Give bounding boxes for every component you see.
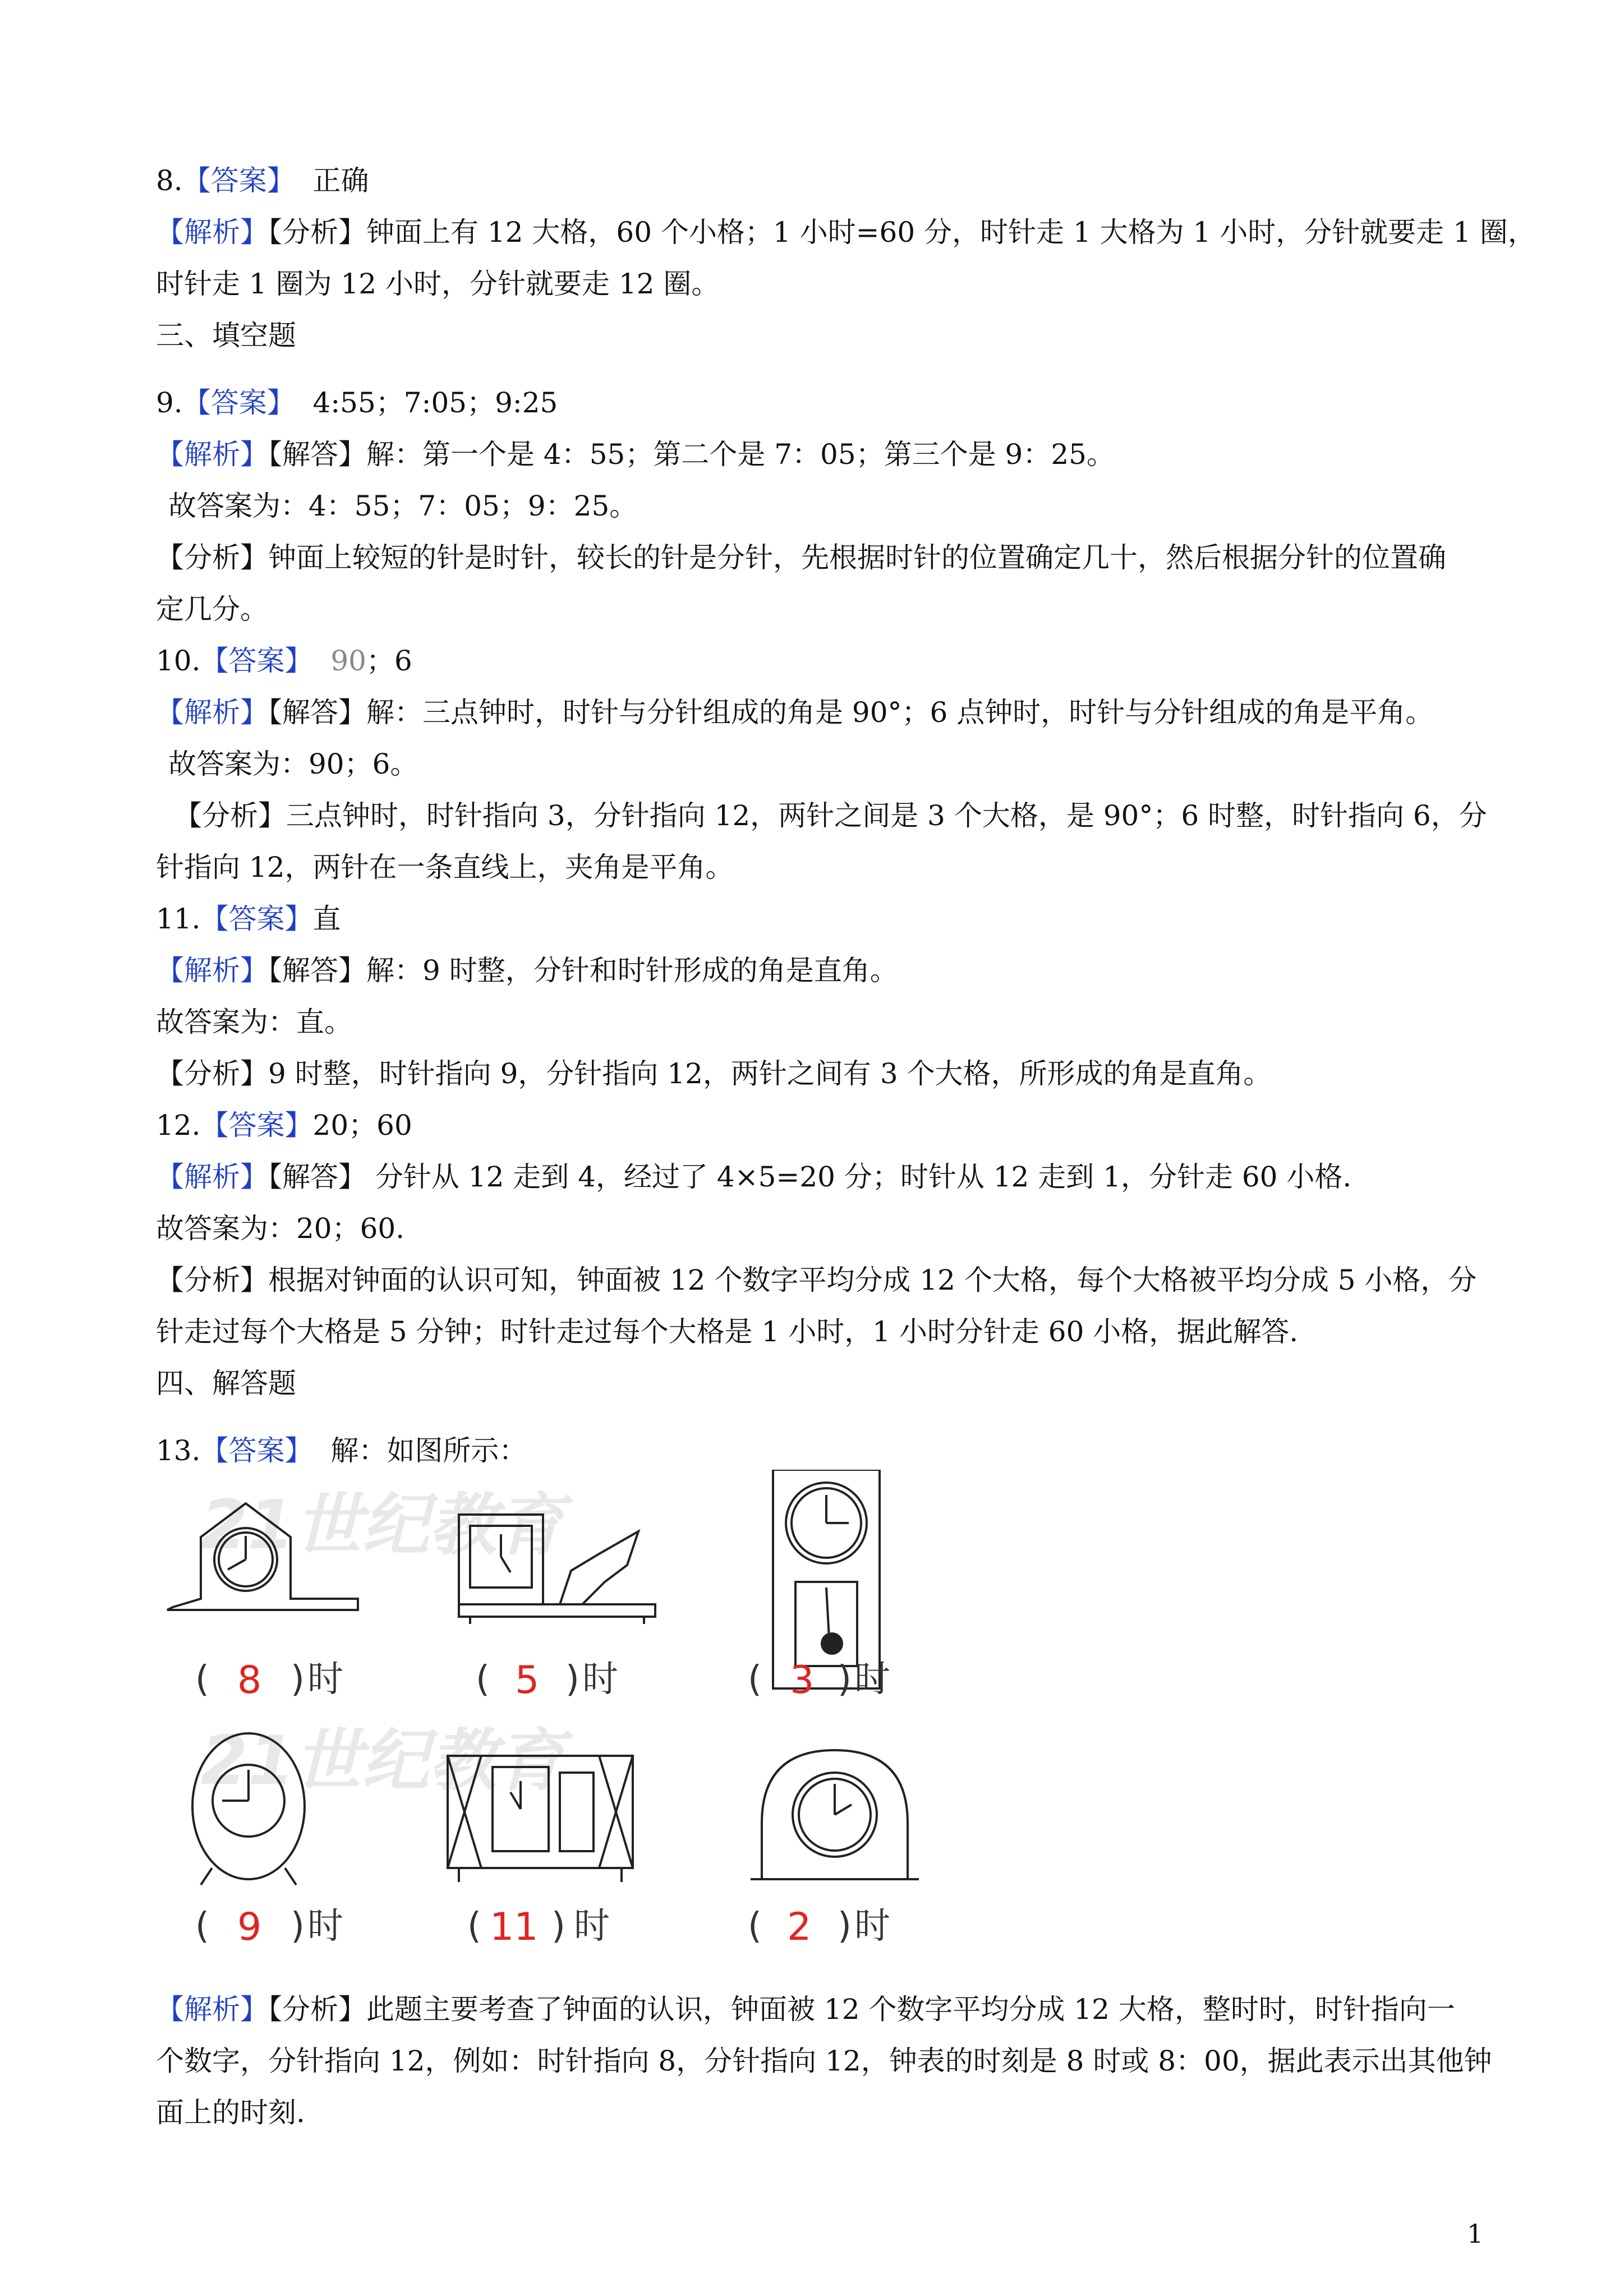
q11-fenxi-text: 9 时整，时针指向 9，分针指向 12，两针之间有 3 个大格，所形成的角是直角。 [268, 1057, 1272, 1090]
q8-analysis-line1 [156, 215, 1536, 249]
q11-jiexi-tag: 【解析】 [156, 954, 268, 987]
paren-open: ( [748, 1659, 762, 1700]
clock-5-label [467, 1905, 610, 1949]
paren-open: ( [476, 1659, 490, 1700]
q12-analysis-line1 [156, 1263, 1476, 1297]
clock-2-answer: 5 [515, 1658, 540, 1703]
section-answer-heading: 四、解答题 [156, 1367, 296, 1400]
unit-label: 时 [582, 1659, 618, 1700]
q9-solution-line [156, 438, 1115, 471]
q9-jieda-tag: 【解答】 [268, 438, 366, 471]
unit-label: 时 [854, 1659, 890, 1700]
q8-answer-line [156, 164, 369, 197]
q10-final-answer: 故答案为：90；6。 [168, 748, 418, 780]
q11-fenxi-tag: 【分析】 [156, 1057, 268, 1090]
q11-final-answer: 故答案为：直。 [156, 1006, 352, 1038]
clock-1-label [195, 1658, 343, 1703]
q10-fenxi-tag: 【分析】 [174, 799, 286, 832]
q13-jiexi-tag: 【解析】 [156, 1993, 268, 2026]
q12-analysis-line2: 针走过每个大格是 5 分钟；时针走过每个大格是 1 小时，1 小时分针走 60 小格，据此解答. [156, 1315, 1299, 1348]
q10-answer-line [156, 644, 412, 678]
q8-analysis-line2 [156, 267, 719, 301]
clock-6-answer: 2 [787, 1905, 812, 1949]
q12-fenxi-text: 根据对钟面的认识可知，钟面被 12 个数字平均分成 12 个大格，每个大格被平均分成 5 小格，分 [268, 1264, 1477, 1296]
paren-close: ) [551, 1906, 565, 1947]
paren-open: ( [467, 1906, 481, 1947]
q8-fenxi-text2: 时针走 1 圈为 12 小时，分针就要走 12 圈。 [156, 268, 720, 300]
q13-analysis-line3: 面上的时刻. [156, 2096, 305, 2129]
q11-answer-tag: 【答案】 [200, 903, 313, 935]
paren-open: ( [748, 1906, 762, 1947]
q9-analysis-line1 [156, 541, 1446, 574]
q12-fenxi-tag: 【分析】 [156, 1264, 268, 1296]
q11-answer: 直 [312, 903, 341, 935]
clocks-figure [156, 1470, 953, 1975]
q13-answer-tag: 【答案】 [200, 1434, 313, 1467]
q8-answer-tag: 【答案】 [182, 164, 295, 197]
q13-fenxi-tag: 【分析】 [268, 1993, 366, 2026]
q12-solution-line [156, 1160, 1351, 1194]
q10-answer-a: 90 [330, 645, 366, 677]
q11-analysis-line1 [156, 1057, 1272, 1091]
q9-answer-tag: 【答案】 [182, 386, 295, 419]
paren-close: ) [838, 1906, 852, 1947]
q12-jieda-tag: 【解答】 [268, 1161, 366, 1193]
q12-answer-tag: 【答案】 [200, 1109, 313, 1142]
q11-solution-line [156, 954, 898, 987]
unit-label: 时 [307, 1906, 343, 1947]
q8-fenxi-tag: 【分析】 [268, 216, 366, 249]
q8-answer: 正确 [312, 164, 369, 197]
q9-number: 9. [156, 386, 183, 419]
unit-label: 时 [574, 1906, 610, 1947]
q12-answer: 20；60 [312, 1109, 412, 1142]
paren-close: ) [291, 1659, 305, 1700]
q12-answer-line [156, 1108, 412, 1142]
q12-jiexi-tag: 【解析】 [156, 1161, 268, 1193]
q13-analysis-line2: 个数字，分针指向 12，例如：时针指向 8，分针指向 12，钟表的时刻是 8 时或 8：00，据此表示出其他钟 [156, 2045, 1492, 2077]
watermark-text: 21世纪教育 [201, 1487, 564, 1565]
q9-fenxi-tag: 【分析】 [156, 541, 268, 574]
clock-6-illustration [751, 1750, 919, 1879]
clock-3-answer: 3 [790, 1658, 815, 1703]
q9-fenxi-text: 钟面上较短的针是时针，较长的针是分针，先根据时针的位置确定几十，然后根据分针的位置确 [268, 541, 1446, 574]
paren-close: ) [291, 1906, 305, 1947]
q13-answer: 解：如图所示： [330, 1434, 527, 1467]
q12-number: 12. [156, 1109, 201, 1142]
clock-1-answer: 8 [237, 1658, 262, 1703]
paren-close: ) [565, 1659, 579, 1700]
section-fill-blank-heading: 三、填空题 [156, 319, 296, 352]
q12-final-answer: 故答案为：20；60. [156, 1212, 405, 1245]
q9-answer: 4:55；7:05；9:25 [312, 386, 558, 419]
q9-jiexi-tag: 【解析】 [156, 438, 268, 471]
page-number: 1 [1467, 2219, 1484, 2249]
q10-number: 10. [156, 645, 201, 677]
q10-analysis-line1 [174, 799, 1487, 832]
q13-analysis-line1 [156, 1993, 1455, 2026]
q11-jieda-tag: 【解答】 [268, 954, 366, 987]
paren-close: ) [838, 1659, 852, 1700]
q10-jieda-tag: 【解答】 [268, 696, 366, 729]
q10-jiexi-tag: 【解析】 [156, 696, 268, 729]
q11-number: 11. [156, 903, 201, 935]
q8-jiexi-tag: 【解析】 [156, 216, 268, 249]
paren-open: ( [195, 1659, 209, 1700]
q8-fenxi-text: 钟面上有 12 大格，60 个小格；1 小时=60 分，时针走 1 大格为 1 小时，分针就要走 1 圈， [366, 216, 1536, 249]
unit-label: 时 [307, 1659, 343, 1700]
q13-answer-line [156, 1434, 527, 1467]
q10-jieda-text: 解：三点钟时，时针与分针组成的角是 90°；6 点钟时，时针与分针组成的角是平角。 [366, 696, 1434, 729]
q9-answer-line [156, 386, 558, 420]
unit-label: 时 [854, 1906, 890, 1947]
q11-jieda-text: 解：9 时整，分针和时针形成的角是直角。 [366, 954, 898, 987]
q8-number: 8. [156, 164, 183, 197]
clock-3-illustration [773, 1470, 880, 1688]
clock-5-answer: 11 [490, 1905, 539, 1949]
q10-analysis-line2: 针指向 12，两针在一条直线上，夹角是平角。 [156, 851, 734, 884]
q10-answer-tag: 【答案】 [200, 645, 313, 677]
clock-4-answer: 9 [237, 1905, 262, 1949]
clock-3-label [748, 1658, 890, 1703]
watermark-text-2: 21世纪教育 [201, 1722, 564, 1800]
q9-analysis-line2: 定几分。 [156, 593, 268, 625]
q9-jieda-text: 解：第一个是 4：55；第二个是 7：05；第三个是 9：25。 [366, 438, 1115, 471]
clock-2-label [476, 1658, 618, 1703]
q9-final-answer: 故答案为：4：55；7：05；9：25。 [168, 490, 638, 522]
q12-jieda-text: 分针从 12 走到 4，经过了 4×5=20 分；时针从 12 走到 1，分针走 60 小格. [366, 1161, 1352, 1193]
q13-number: 13. [156, 1434, 201, 1467]
paren-open: ( [195, 1906, 209, 1947]
q10-solution-line [156, 696, 1433, 729]
q11-answer-line [156, 902, 341, 936]
clock-4-label [195, 1905, 343, 1949]
q10-answer-b: ；6 [366, 645, 412, 677]
clock-6-label [748, 1905, 890, 1949]
q10-fenxi-text: 三点钟时，时针指向 3，分针指向 12，两针之间是 3 个大格，是 90°；6 时整，时针指向 6，分 [286, 799, 1487, 832]
q13-fenxi-text: 此题主要考查了钟面的认识，钟面被 12 个数字平均分成 12 大格，整时时，时针指向一 [366, 1993, 1455, 2026]
